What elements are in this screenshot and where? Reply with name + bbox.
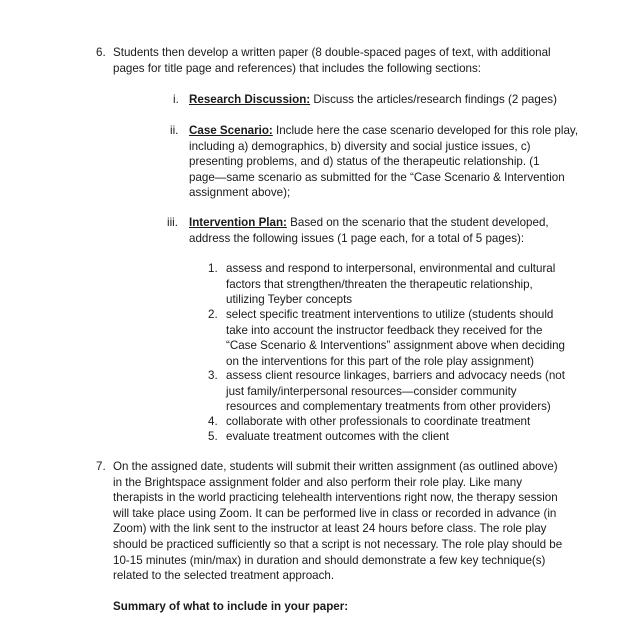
text-line: Zoom) with the link sent to the instructor at least 24 hours before class. The role play [113,522,547,536]
list-number: 5. [208,430,218,443]
text-line: assess and respond to interpersonal, environmental and cultural [226,262,556,275]
list-number: 1. [208,262,218,275]
list-number: 4. [208,415,218,428]
section-heading: Research Discussion: [189,93,311,106]
text-line: 10-15 minutes (min/max) in duration and should demonstrate a few key technique(s) [113,553,546,567]
text-line: should be practiced sufficiently so that a script is not necessary. The role play should be [113,537,563,551]
section-text [189,123,578,201]
text-line: just family/interpersonal resources—consider community [226,384,517,398]
text-line: page—same scenario as submitted for the “Case Scenario & Intervention [189,170,565,184]
text-line: will take place using Zoom. It can be performed live in class or recorded in advance (in [113,506,557,520]
section-heading: Case Scenario: [189,124,273,137]
section-heading: Intervention Plan: [189,216,287,229]
list-number: 6. [96,46,106,59]
text-line: select specific treatment interventions to utilize (students should [226,308,554,321]
text-line [189,123,578,139]
roman-numeral: ii. [170,124,179,137]
text-line: related to the selected treatment approach. [113,569,335,583]
list-item-text [113,45,551,76]
text-line: Students then develop a written paper (8 double-spaced pages of text, with additional [113,46,551,59]
list-number: 7. [96,460,106,473]
list-number: 3. [208,369,218,382]
section-text [189,215,549,246]
text-line [189,215,549,231]
text-line: in the Brightspace assignment folder and also perform their role play. Like many [113,475,522,489]
sub-item-text [226,414,530,430]
sub-item-text [226,261,555,308]
roman-numeral: iii. [167,216,178,229]
text-line: address the following issues (1 page each, for a total of 5 pages): [189,231,525,245]
text-line: take into account the instructor feedback they received for the [226,323,543,337]
text-line: utilizing Teyber concepts [226,293,353,307]
sub-item-text [226,307,565,369]
text-line: factors that strengthen/threaten the therapeutic relationship, [226,277,533,291]
section-body: Include here the case scenario developed for this role play, [272,124,579,137]
roman-numeral: i. [173,93,179,106]
text-line: including a) demographics, b) diversity and social justice issues, c) [189,139,531,153]
text-line: “Case Scenario & Interventions” assignment above when deciding [226,339,565,353]
text-line: pages for title page and references) that includes the following sections: [113,61,481,75]
text-line [189,92,557,108]
sub-item-text [226,429,449,445]
list-item-text [113,459,562,584]
text-line: therapists in the world practicing telehealth interventions right now, the therapy session [113,491,558,505]
text-line: evaluate treatment outcomes with the client [226,430,449,443]
section-text [189,92,557,108]
list-number: 2. [208,308,218,321]
text-line: assess client resource linkages, barriers and advocacy needs (not [226,369,565,382]
text-line: on the interventions for this part of the role play assignment) [226,354,535,368]
sub-item-text [226,368,565,415]
section-body: Based on the scenario that the student developed, [286,216,549,229]
text-line: assignment above); [189,186,291,200]
text-line: On the assigned date, students will submit their written assignment (as outlined above) [113,460,558,473]
section-body: Discuss the articles/research findings (2 pages) [310,93,557,106]
text-line: resources and complementary treatments from other providers) [226,400,551,414]
text-line: collaborate with other professionals to coordinate treatment [226,415,531,428]
text-line: presenting problems, and d) status of the therapeutic relationship. (1 [189,155,540,169]
summary-heading: Summary of what to include in your paper: [113,600,349,613]
